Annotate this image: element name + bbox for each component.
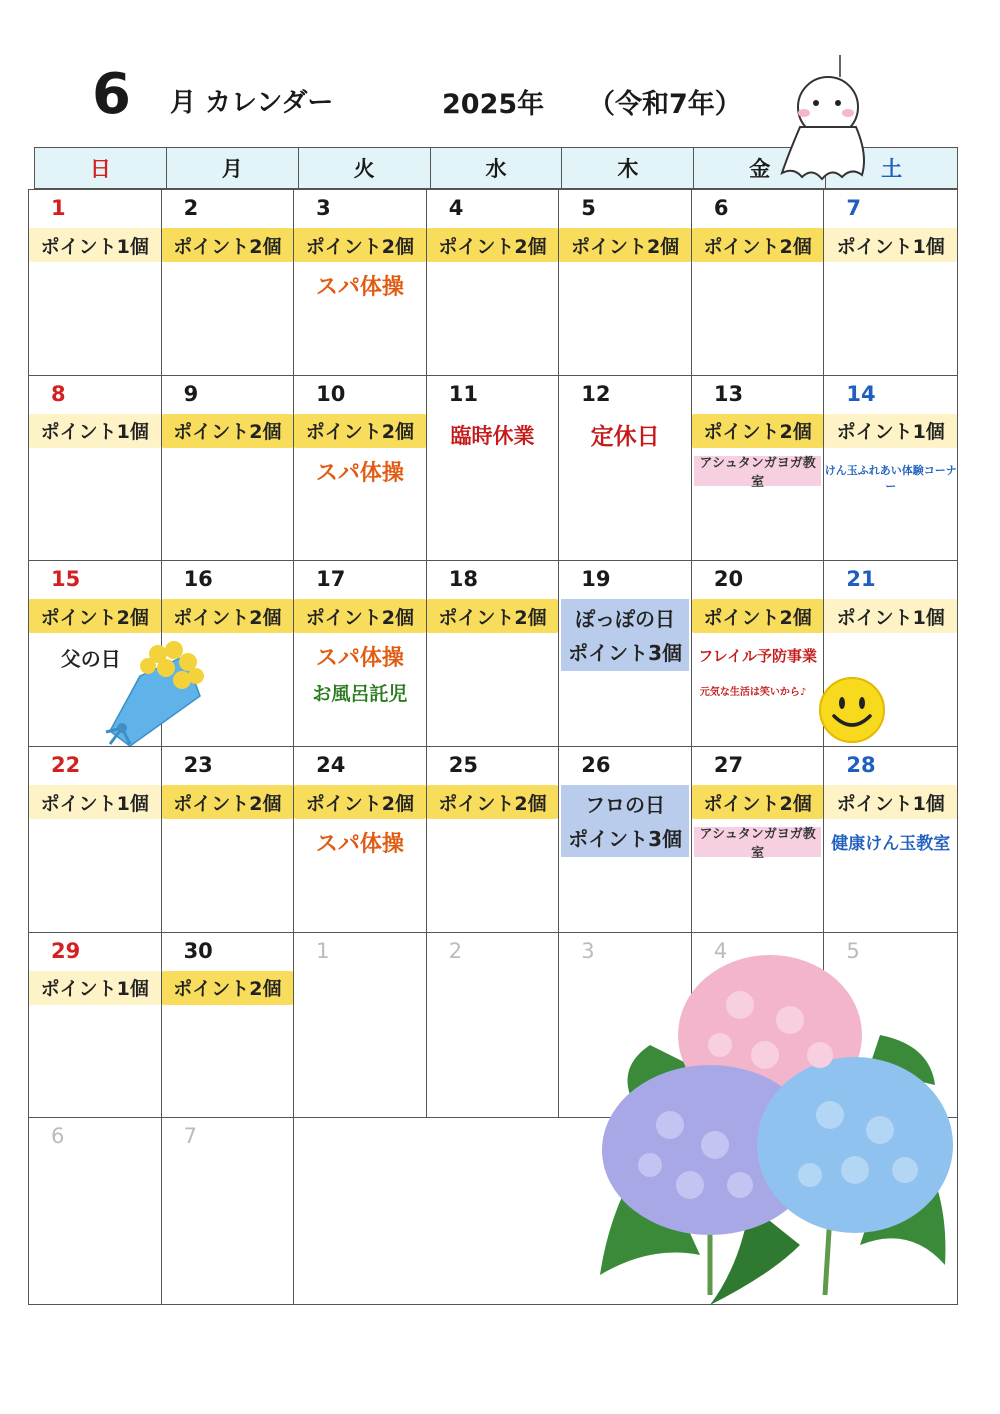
date-number: 11 (448, 381, 478, 406)
special-day-points: ポイント3個 (568, 641, 683, 666)
weekday-fri: 金 (694, 148, 826, 188)
bouquet-icon (100, 636, 210, 746)
day-cell-12 (559, 376, 692, 562)
date-number: 1 (51, 196, 66, 220)
points-badge: ポイント1個 (29, 971, 161, 1005)
date-number: 4 (448, 196, 464, 220)
date-number: 2 (183, 196, 199, 220)
day-cell-17 (294, 561, 427, 747)
date-number: 2 (448, 938, 463, 963)
day-cell-1 (29, 190, 162, 376)
points-badge: ポイント2個 (559, 228, 691, 262)
weekday-wed: 水 (431, 148, 563, 188)
day-cell-27 (692, 747, 825, 933)
hydrangea-icon (590, 945, 960, 1310)
points-badge: ポイント2個 (29, 599, 161, 633)
date-number: 8 (51, 381, 66, 406)
points-badge: ポイント2個 (692, 414, 824, 448)
points-badge: ポイント1個 (29, 228, 161, 262)
points-badge: ポイント1個 (824, 785, 957, 819)
date-number: 7 (846, 196, 862, 220)
day-cell-23 (162, 747, 295, 933)
date-number: 17 (316, 567, 346, 592)
day-cell-24 (294, 747, 427, 933)
date-number: 5 (846, 938, 860, 963)
date-number: 1 (316, 938, 330, 963)
weekday-sat: 土 (881, 157, 903, 181)
event-spa-exercise: スパ体操 (315, 832, 404, 857)
date-number: 21 (846, 567, 876, 592)
date-number: 29 (51, 938, 81, 963)
teru-teru-bozu-icon (780, 55, 880, 185)
next-month-cell (29, 1118, 162, 1304)
event-spa-exercise: スパ体操 (315, 646, 404, 672)
points-badge: ポイント2個 (162, 785, 294, 819)
day-cell-28 (824, 747, 957, 933)
day-cell-11 (427, 376, 560, 562)
points-badge: ポイント2個 (294, 599, 426, 633)
points-badge: ポイント1個 (824, 414, 957, 448)
points-badge: ポイント2個 (427, 785, 559, 819)
date-number: 13 (713, 381, 744, 406)
day-cell-9 (162, 376, 295, 562)
date-number: 27 (713, 753, 744, 777)
date-number: 24 (316, 753, 346, 777)
points-badge: ポイント2個 (162, 228, 294, 262)
day-cell-19 (559, 561, 692, 747)
date-number: 6 (713, 196, 729, 220)
points-badge: ポイント2個 (427, 228, 559, 262)
year-label: 2025年 (442, 89, 545, 120)
date-number: 26 (581, 753, 611, 777)
day-cell-30 (162, 933, 295, 1119)
next-month-cell (162, 1118, 295, 1304)
date-number: 25 (448, 753, 478, 777)
points-badge: ポイント2個 (294, 414, 426, 448)
date-number: 12 (581, 381, 611, 406)
day-cell-10 (294, 376, 427, 562)
event-spa-exercise: スパ体操 (315, 460, 404, 486)
date-number: 20 (713, 567, 744, 592)
points-badge: ポイント1個 (824, 228, 957, 262)
date-number: 14 (846, 381, 876, 406)
era-label: （令和7年） (588, 89, 742, 120)
day-cell-13 (692, 376, 825, 562)
month-label: 月 カレンダー (170, 88, 334, 118)
day-cell-4 (427, 190, 560, 376)
day-cell-5 (559, 190, 692, 376)
day-cell-7 (824, 190, 957, 376)
event-kendama-corner: けん玉ふれあい体験コーナー (824, 463, 957, 493)
points-badge: ポイント1個 (824, 599, 957, 633)
event-yoga-class: アシュタンガヨガ教室 (694, 456, 822, 486)
event-bath-childcare: お風呂託児 (312, 683, 408, 706)
date-number: 10 (316, 381, 346, 406)
date-number: 18 (448, 567, 478, 592)
points-badge: ポイント2個 (162, 599, 294, 633)
points-badge: ポイント2個 (692, 228, 824, 262)
points-badge: ポイント2個 (294, 785, 426, 819)
event-kendama-class: 健康けん玉教室 (831, 834, 951, 854)
date-number: 5 (581, 196, 596, 220)
special-day-badge (561, 599, 689, 671)
points-badge: ポイント2個 (162, 414, 294, 448)
event-yoga-class: アシュタンガヨガ教室 (694, 827, 822, 857)
date-number: 30 (183, 938, 213, 963)
date-number: 7 (183, 1124, 197, 1149)
next-month-cell (427, 933, 560, 1119)
day-cell-2 (162, 190, 295, 376)
date-number: 6 (51, 1124, 65, 1149)
special-day-title: フロの日 (585, 793, 666, 817)
date-number: 28 (846, 753, 876, 777)
day-cell-25 (427, 747, 560, 933)
month-number: 6 (92, 62, 131, 127)
date-number: 9 (183, 381, 199, 406)
event-laughter-note: 元気な生活は笑いから♪ (699, 687, 807, 699)
special-day-title: ぽっぽの日 (575, 607, 676, 632)
day-cell-3 (294, 190, 427, 376)
day-cell-20 (692, 561, 825, 747)
date-number: 15 (51, 567, 81, 592)
date-number: 3 (581, 938, 595, 963)
date-number: 23 (183, 753, 213, 777)
day-cell-8 (29, 376, 162, 562)
points-badge: ポイント2個 (162, 971, 294, 1005)
points-badge: ポイント2個 (692, 599, 824, 633)
day-cell-6 (692, 190, 825, 376)
date-number: 19 (581, 567, 611, 592)
day-cell-22 (29, 747, 162, 933)
special-day-points: ポイント3個 (568, 827, 683, 851)
event-frailty-prevention: フレイル予防事業 (698, 647, 817, 666)
weekday-mon: 月 (167, 148, 299, 188)
date-number: 3 (316, 196, 331, 220)
special-day-badge (561, 785, 689, 857)
date-number: 16 (183, 567, 213, 592)
event-temporary-closure: 臨時休業 (450, 423, 535, 448)
day-cell-29 (29, 933, 162, 1119)
points-badge: ポイント2個 (427, 599, 559, 633)
points-badge: ポイント2個 (692, 785, 824, 819)
date-number: 4 (713, 938, 728, 963)
weekday-thu: 木 (562, 148, 694, 188)
points-badge: ポイント2個 (294, 228, 426, 262)
weekday-sun: 日 (35, 148, 167, 188)
points-badge: ポイント1個 (29, 785, 161, 819)
next-month-cell (294, 933, 427, 1119)
weekday-tue: 火 (299, 148, 431, 188)
event-fathers-day: 父の日 (60, 647, 121, 672)
day-cell-26 (559, 747, 692, 933)
smiley-icon (818, 676, 886, 744)
event-spa-exercise: スパ体操 (315, 275, 404, 300)
points-badge: ポイント1個 (29, 414, 161, 448)
date-number: 22 (51, 753, 81, 777)
event-regular-holiday: 定休日 (590, 423, 660, 450)
day-cell-18 (427, 561, 560, 747)
day-cell-14 (824, 376, 957, 562)
